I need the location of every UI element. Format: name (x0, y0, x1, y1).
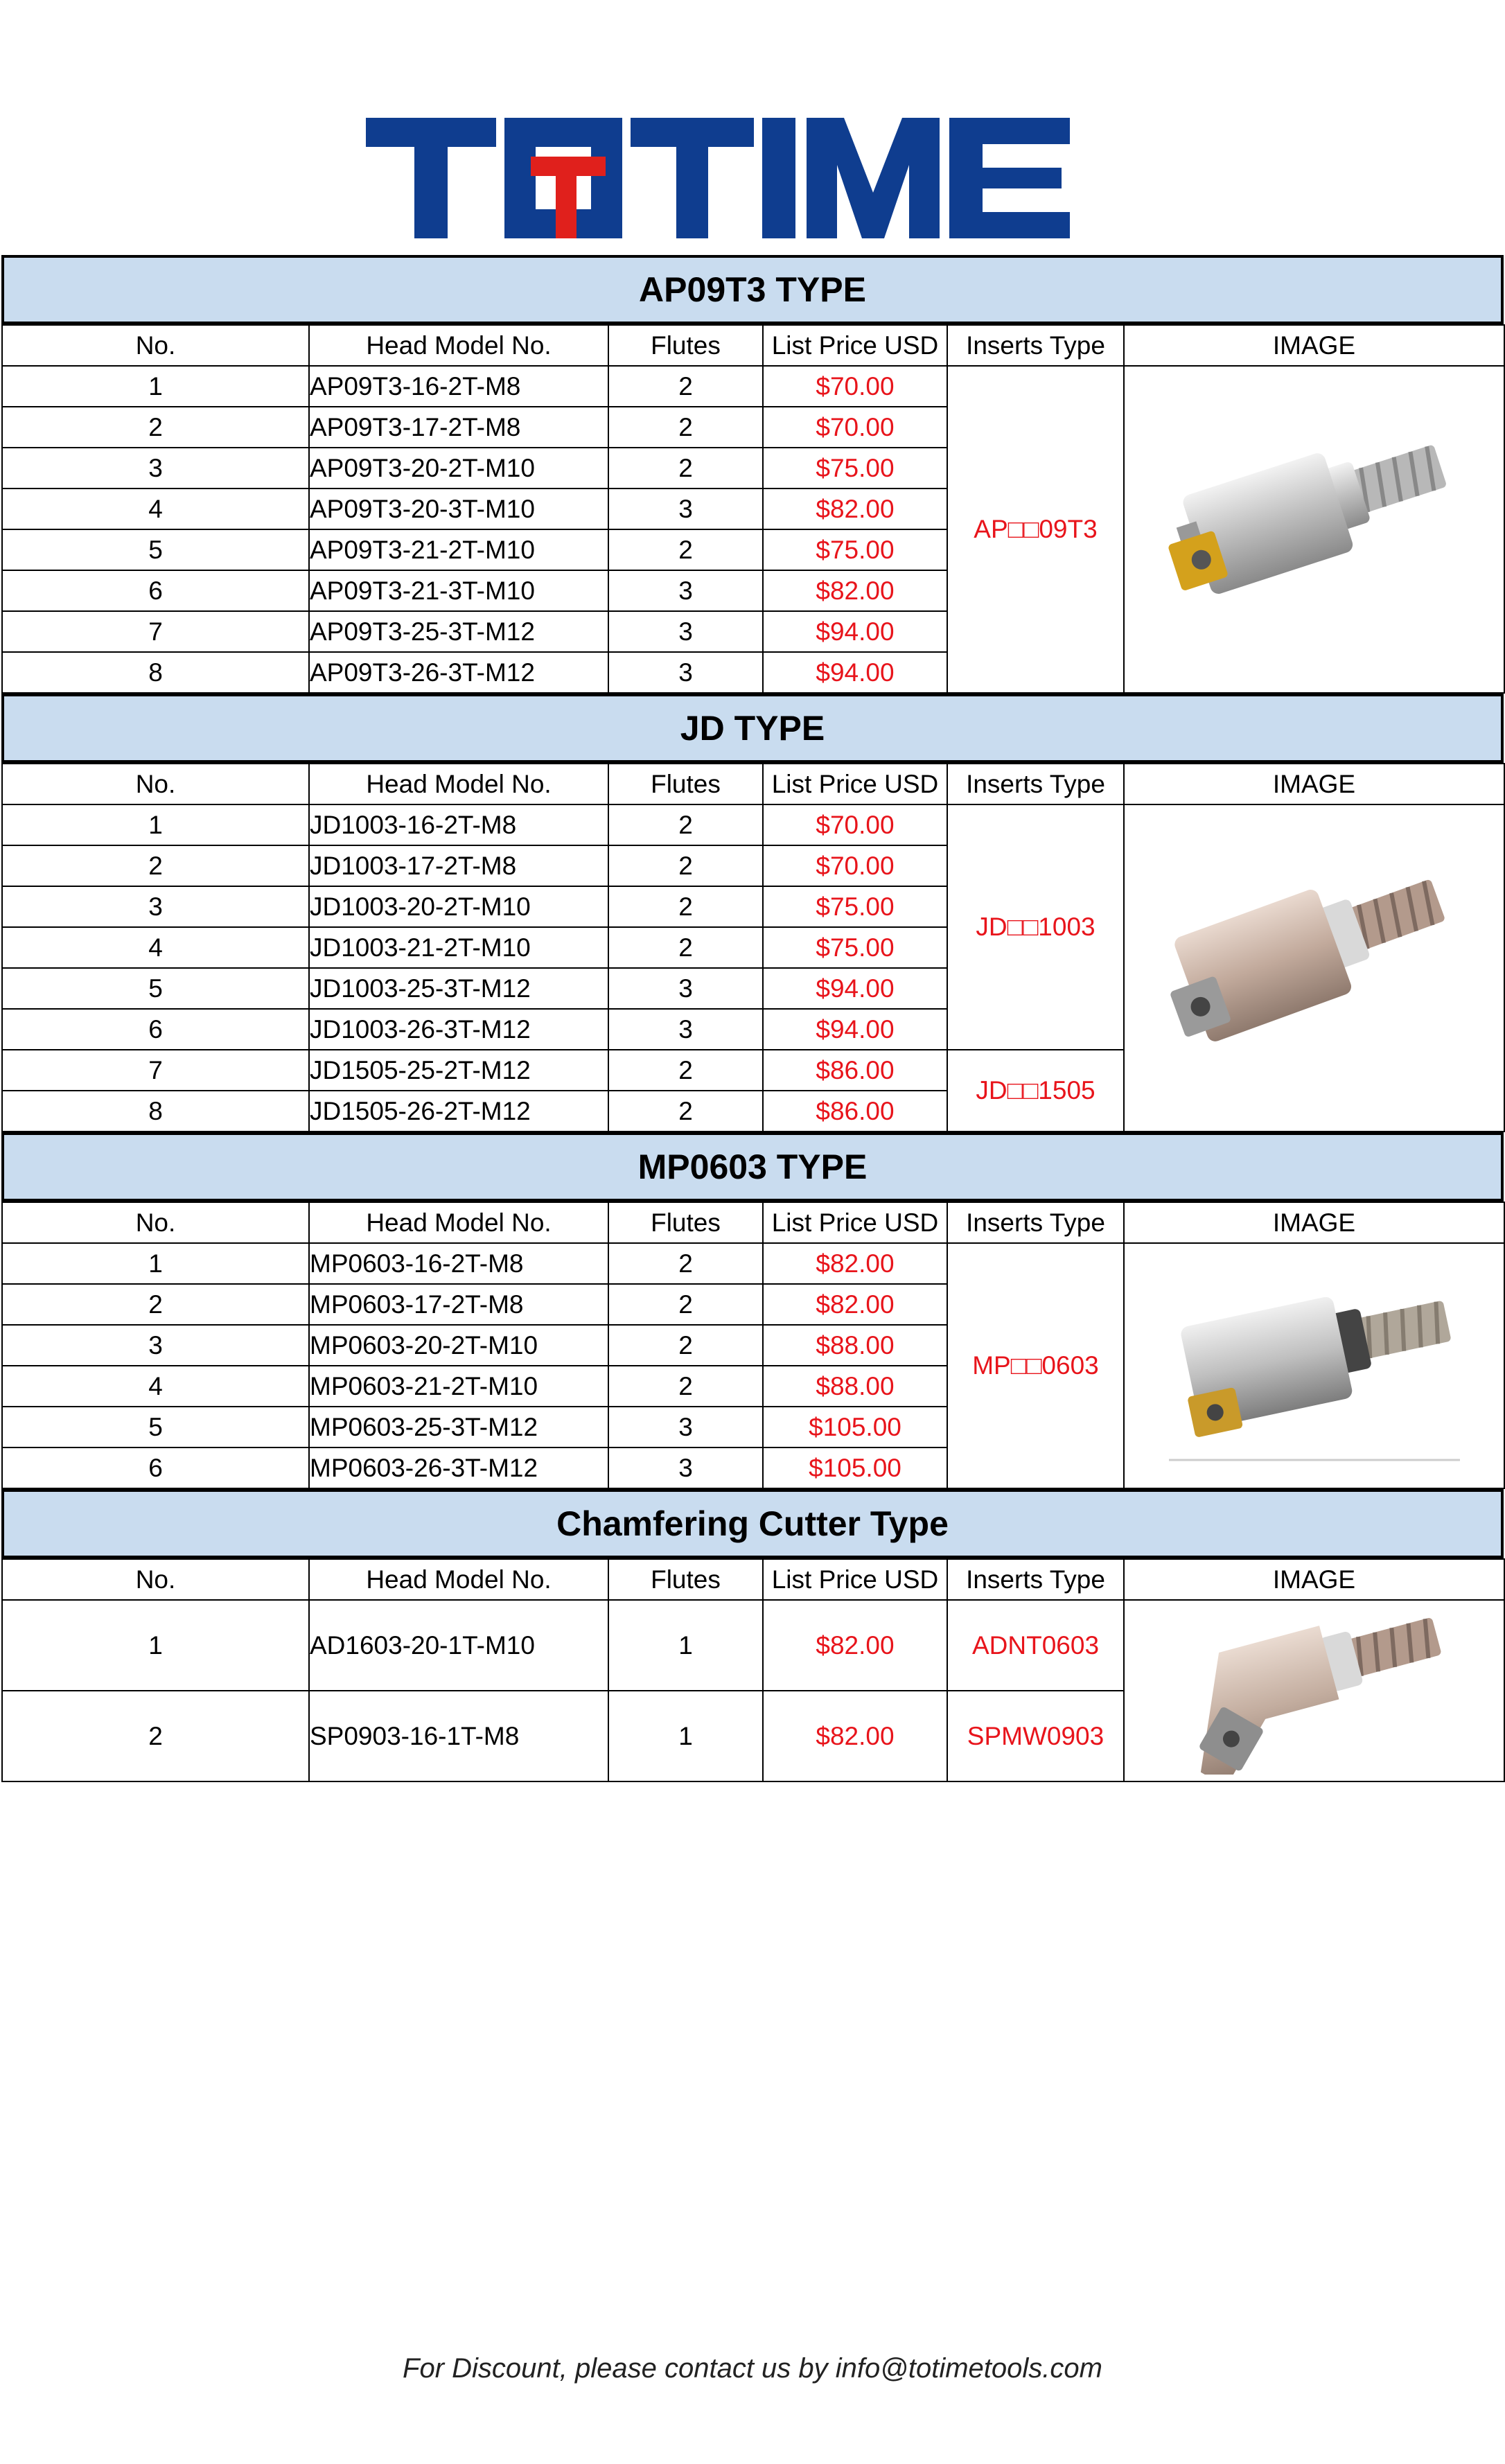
row-no: 2 (2, 845, 309, 886)
row-price: $88.00 (763, 1325, 947, 1366)
row-no: 3 (2, 886, 309, 927)
row-model: JD1003-17-2T-M8 (309, 845, 608, 886)
row-price: $70.00 (763, 407, 947, 448)
header-model: Head Model No. (309, 1202, 608, 1243)
row-price: $105.00 (763, 1407, 947, 1447)
row-model: JD1003-25-3T-M12 (309, 968, 608, 1009)
row-flutes: 2 (608, 407, 763, 448)
row-flutes: 2 (608, 1243, 763, 1284)
row-model: JD1505-26-2T-M12 (309, 1091, 608, 1132)
inserts-type: JD□□1505 (947, 1050, 1124, 1132)
table-ap09t3 (1, 324, 1505, 694)
header-inserts: Inserts Type (947, 1202, 1124, 1243)
row-no: 2 (2, 407, 309, 448)
row-price: $70.00 (763, 845, 947, 886)
table-row (2, 366, 1504, 407)
row-no: 2 (2, 1691, 309, 1781)
milling-head-ap09t3-icon (1155, 381, 1474, 672)
row-no: 6 (2, 1447, 309, 1488)
row-model: AP09T3-20-2T-M10 (309, 448, 608, 489)
row-model: JD1003-20-2T-M10 (309, 886, 608, 927)
header-image: IMAGE (1124, 1202, 1504, 1243)
row-no: 4 (2, 489, 309, 529)
header-price: List Price USD (763, 1559, 947, 1600)
row-no: 5 (2, 529, 309, 570)
row-model: JD1003-16-2T-M8 (309, 804, 608, 845)
row-price: $94.00 (763, 968, 947, 1009)
header-model: Head Model No. (309, 325, 608, 366)
table-row (2, 1600, 1504, 1691)
row-price: $94.00 (763, 652, 947, 693)
row-price: $75.00 (763, 529, 947, 570)
row-flutes: 3 (608, 968, 763, 1009)
header-flutes: Flutes (608, 325, 763, 366)
header-price: List Price USD (763, 764, 947, 804)
row-no: 8 (2, 1091, 309, 1132)
row-no: 7 (2, 611, 309, 652)
header-price: List Price USD (763, 325, 947, 366)
table-row (2, 1243, 1504, 1284)
row-price: $94.00 (763, 1009, 947, 1050)
row-no: 5 (2, 968, 309, 1009)
inserts-type: SPMW0903 (947, 1691, 1124, 1781)
row-model: JD1505-25-2T-M12 (309, 1050, 608, 1091)
row-flutes: 2 (608, 927, 763, 968)
row-model: AP09T3-21-2T-M10 (309, 529, 608, 570)
row-flutes: 1 (608, 1691, 763, 1781)
header-no: No. (2, 1559, 309, 1600)
row-price: $88.00 (763, 1366, 947, 1407)
product-image (1124, 1600, 1504, 1781)
table-mp0603 (1, 1202, 1505, 1489)
section-title-mp0603: MP0603 TYPE (1, 1132, 1504, 1202)
row-price: $82.00 (763, 1600, 947, 1691)
row-no: 1 (2, 1243, 309, 1284)
row-no: 1 (2, 366, 309, 407)
milling-head-mp0603-icon (1155, 1252, 1474, 1474)
row-price: $75.00 (763, 886, 947, 927)
row-model: JD1003-26-3T-M12 (309, 1009, 608, 1050)
row-model: SP0903-16-1T-M8 (309, 1691, 608, 1781)
row-no: 6 (2, 1009, 309, 1050)
header-image: IMAGE (1124, 1559, 1504, 1600)
row-model: AP09T3-17-2T-M8 (309, 407, 608, 448)
row-price: $70.00 (763, 366, 947, 407)
totime-logo-icon (366, 116, 1073, 241)
header-no: No. (2, 764, 309, 804)
table-header-row (2, 1559, 1504, 1600)
row-model: AD1603-20-1T-M10 (309, 1600, 608, 1691)
footer-contact: For Discount, please contact us by info@totimetools.com (403, 2353, 1102, 2384)
row-flutes: 2 (608, 529, 763, 570)
row-no: 7 (2, 1050, 309, 1091)
row-no: 8 (2, 652, 309, 693)
row-no: 4 (2, 1366, 309, 1407)
inserts-type: AP□□09T3 (947, 366, 1124, 693)
row-model: MP0603-20-2T-M10 (309, 1325, 608, 1366)
row-flutes: 3 (608, 1407, 763, 1447)
row-flutes: 2 (608, 845, 763, 886)
row-model: AP09T3-16-2T-M8 (309, 366, 608, 407)
row-price: $82.00 (763, 570, 947, 611)
row-flutes: 2 (608, 1050, 763, 1091)
row-model: JD1003-21-2T-M10 (309, 927, 608, 968)
header-inserts: Inserts Type (947, 764, 1124, 804)
header-model: Head Model No. (309, 764, 608, 804)
table-row (2, 804, 1504, 845)
row-flutes: 2 (608, 1366, 763, 1407)
row-price: $75.00 (763, 927, 947, 968)
header-flutes: Flutes (608, 1202, 763, 1243)
row-flutes: 3 (608, 652, 763, 693)
inserts-type: JD□□1003 (947, 804, 1124, 1050)
row-no: 5 (2, 1407, 309, 1447)
milling-head-jd-icon (1155, 820, 1474, 1111)
row-no: 3 (2, 1325, 309, 1366)
row-flutes: 1 (608, 1600, 763, 1691)
row-no: 1 (2, 804, 309, 845)
row-no: 6 (2, 570, 309, 611)
table-header-row (2, 325, 1504, 366)
row-price: $82.00 (763, 1284, 947, 1325)
row-flutes: 3 (608, 1009, 763, 1050)
row-flutes: 3 (608, 570, 763, 611)
row-model: MP0603-21-2T-M10 (309, 1366, 608, 1407)
header-price: List Price USD (763, 1202, 947, 1243)
row-model: MP0603-26-3T-M12 (309, 1447, 608, 1488)
table-header-row (2, 764, 1504, 804)
row-model: AP09T3-21-3T-M10 (309, 570, 608, 611)
row-price: $94.00 (763, 611, 947, 652)
row-price: $75.00 (763, 448, 947, 489)
row-model: AP09T3-20-3T-M10 (309, 489, 608, 529)
row-model: MP0603-25-3T-M12 (309, 1407, 608, 1447)
table-chamfering (1, 1558, 1505, 1782)
product-image (1124, 366, 1504, 693)
row-model: AP09T3-26-3T-M12 (309, 652, 608, 693)
row-no: 3 (2, 448, 309, 489)
row-no: 4 (2, 927, 309, 968)
header-flutes: Flutes (608, 764, 763, 804)
header-image: IMAGE (1124, 764, 1504, 804)
header-no: No. (2, 1202, 309, 1243)
row-model: MP0603-17-2T-M8 (309, 1284, 608, 1325)
product-image (1124, 804, 1504, 1132)
price-sheet (1, 255, 1504, 1782)
section-title-ap09t3: AP09T3 TYPE (1, 255, 1504, 324)
brand-logo (0, 116, 1505, 244)
section-title-chamfering: Chamfering Cutter Type (1, 1489, 1504, 1558)
row-flutes: 2 (608, 1284, 763, 1325)
row-model: MP0603-16-2T-M8 (309, 1243, 608, 1284)
header-inserts: Inserts Type (947, 1559, 1124, 1600)
row-flutes: 3 (608, 1447, 763, 1488)
chamfering-cutter-icon (1155, 1601, 1474, 1775)
table-jd (1, 763, 1505, 1132)
row-price: $86.00 (763, 1050, 947, 1091)
row-flutes: 2 (608, 1325, 763, 1366)
row-flutes: 2 (608, 366, 763, 407)
row-no: 2 (2, 1284, 309, 1325)
header-no: No. (2, 325, 309, 366)
row-price: $70.00 (763, 804, 947, 845)
row-flutes: 3 (608, 611, 763, 652)
section-title-jd: JD TYPE (1, 694, 1504, 763)
header-inserts: Inserts Type (947, 325, 1124, 366)
inserts-type: ADNT0603 (947, 1600, 1124, 1691)
row-flutes: 2 (608, 1091, 763, 1132)
row-price: $82.00 (763, 489, 947, 529)
header-model: Head Model No. (309, 1559, 608, 1600)
inserts-type: MP□□0603 (947, 1243, 1124, 1488)
table-header-row (2, 1202, 1504, 1243)
row-price: $82.00 (763, 1691, 947, 1781)
row-price: $105.00 (763, 1447, 947, 1488)
row-model: AP09T3-25-3T-M12 (309, 611, 608, 652)
header-image: IMAGE (1124, 325, 1504, 366)
row-flutes: 2 (608, 804, 763, 845)
row-flutes: 2 (608, 886, 763, 927)
row-flutes: 2 (608, 448, 763, 489)
row-flutes: 3 (608, 489, 763, 529)
header-flutes: Flutes (608, 1559, 763, 1600)
row-price: $82.00 (763, 1243, 947, 1284)
row-price: $86.00 (763, 1091, 947, 1132)
row-no: 1 (2, 1600, 309, 1691)
product-image (1124, 1243, 1504, 1488)
